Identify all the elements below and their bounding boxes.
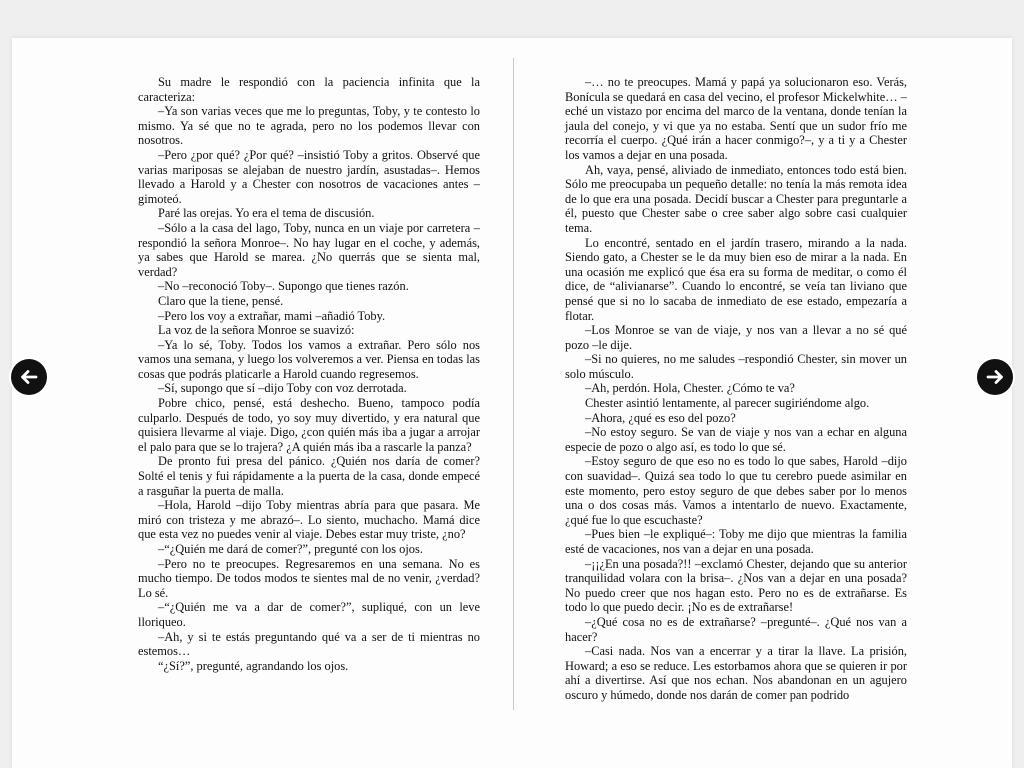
next-page-button[interactable]: [977, 359, 1013, 395]
paragraph: –“¿Quién me va a dar de comer?”, supliqué, con un leve lloriqueo.: [138, 600, 480, 629]
paragraph: –Ah, perdón. Hola, Chester. ¿Cómo te va?: [585, 381, 795, 396]
paragraph: –Si no quieres, no me saludes –respondió Chester, sin mover un solo músculo.: [565, 352, 907, 381]
paragraph: Claro que la tiene, pensé.: [158, 293, 284, 308]
paragraph: –Pero ¿por qué? ¿Por qué? –insistió Toby a gritos. Observé que varias mariposas se alejaban de nuestro jardín, asustadas–. Hemos llevado a Harold y a Chester con nosotros de vacaciones antes –gimoteó.: [138, 147, 480, 206]
paragraph: –Casi nada. Nos van a encerrar y a tirar la llave. La prisión, Howard; a eso se reduce. Les estorbamos ahora que se quieren ir por ahí a divertirse. Así que nos echan. Nos abandonan en un agujero oscuro y húmedo, donde nos darán de comer pan podrido: [565, 644, 907, 702]
paragraph: –Pues bien –le expliqué–: Toby me dijo que mientras la familia esté de vacaciones, nos van a dejar en una posada.: [565, 527, 907, 556]
paragraph: –No –reconoció Toby–. Supongo que tienes razón.: [158, 279, 409, 294]
paragraph: Chester asintió lentamente, al parecer sugiriéndome algo.: [585, 396, 870, 411]
paragraph: Su madre le respondió con la paciencia infinita que la caracteriza:: [138, 75, 480, 104]
paragraph: Paré las orejas. Yo era el tema de discusión.: [158, 206, 375, 221]
paragraph: De pronto fui presa del pánico. ¿Quién nos daría de comer? Solté el tenis y fui rápidamente a la puerta de la casa, donde empecé a rasguñar la puerta de malla.: [138, 454, 480, 498]
paragraph: –No estoy seguro. Se van de viaje y nos van a echar en alguna especie de pozo o algo así, es todo lo que sé.: [565, 425, 907, 454]
paragraph: –“¿Quién me dará de comer?”, pregunté con los ojos.: [158, 542, 423, 556]
paragraph: –Estoy seguro de que eso no es todo lo que sabes, Harold –dijo con suavidad–. Quizá sea todo lo que tu cerebro puede asimilar en este momento, pero estoy seguro de que debes saber por lo menos una o dos cosas más. Vamos a intentarlo de nuevo. Exactamente, ¿qué fue lo que escuchaste?: [565, 454, 907, 527]
paragraph: –Ya lo sé, Toby. Todos los vamos a extrañar. Pero sólo nos vamos una semana, y luego los volveremos a ver. Piensa en todas las cosas que podrás platicarle a Harold cuando regresemos.: [138, 337, 480, 381]
paragraph: –… no te preocupes. Mamá y papá ya solucionaron eso. Verás, Bonícula se quedará en casa del vecino, el profesor Mickelwhite… –eché un vistazo por encima del marco de la ventana, donde tenían la jaula del conejo, y vi que ya no estaba. Sentí que un sudor frío me recorría el cuerpo. ¿Qué irán a hacer conmigo?–, y a ti y a Chester los vamos a dejar en una posada.: [565, 75, 907, 162]
paragraph: –Sí, supongo que sí –dijo Toby con voz derrotada.: [158, 381, 407, 396]
paragraph: –Sólo a la casa del lago, Toby, nunca en un viaje por carretera –respondió la señora Monroe–. No hay lugar en el coche, y además, ya sabes que Harold se marea. ¿No querrás que se sienta mal, verdad?: [138, 220, 480, 279]
paragraph: –Hola, Harold –dijo Toby mientras abría para que pasara. Me miró con tristeza y me abrazó–. Lo siento, muchacho. Mamá dice que esta vez no puedes venir al viaje. Debes estar muy triste, ¿no?: [138, 498, 480, 542]
paragraph: –Ah, y si te estás preguntando qué va a ser de ti mientras no estemos…: [138, 629, 480, 659]
arrow-left-icon: [19, 367, 39, 387]
left-page-text: [138, 75, 480, 673]
right-page-text: [565, 75, 907, 703]
paragraph: Ah, vaya, pensé, aliviado de inmediato, entonces todo está bien. Sólo me preocupaba un pequeño detalle: no tenía la más remota idea de lo que era una posada. Decidí buscar a Chester para preguntarle a él, puesto que Chester sabe o cree saber algo sobre casi cualquier tema.: [565, 162, 907, 235]
paragraph: –¿Qué cosa no es de extrañarse? –pregunté–. ¿Qué nos van a hacer?: [565, 614, 907, 644]
paragraph: –Ya son varias veces que me lo preguntas, Toby, y te contesto lo mismo. Ya sé que no te agrada, pero no los podemos llevar con nosotros.: [138, 104, 480, 148]
paragraph: –Pero no te preocupes. Regresaremos en una semana. No es mucho tiempo. De todos modos te sientes mal de no venir, ¿verdad? Lo sé.: [138, 556, 480, 600]
paragraph: –¡¡¿En una posada?!! –exclamó Chester, dejando que su anterior tranquilidad volara con la brisa–. ¿Nos van a dejar en una posada? No puedo creer que nos hagan esto. Pero no es de extrañarse. Es todo lo que puedo decir. ¡No es de extrañarse!: [565, 556, 907, 615]
paragraph: “¿Sí?”, pregunté, agrandando los ojos.: [158, 658, 349, 673]
page-gutter-divider: [513, 58, 514, 710]
paragraph: La voz de la señora Monroe se suavizó:: [158, 323, 355, 338]
arrow-right-icon: [985, 367, 1005, 387]
paragraph: Pobre chico, pensé, está deshecho. Bueno, tampoco podía culparlo. Después de todo, yo soy muy divertido, y era natural que quisiera llevarme al viaje. Digo, ¿con quién más iba a jugar a arrojar el palo para que se lo trajera? ¿A quién más iba a rascarle la panza?: [138, 396, 480, 454]
paragraph: –Ahora, ¿qué es eso del pozo?: [585, 410, 736, 425]
paragraph: Lo encontré, sentado en el jardín trasero, mirando a la nada. Siendo gato, a Chester se le da muy bien eso de mirar a la nada. En una ocasión me explicó que ésa era su forma de meditar, o como él dice, de “alivianarse”. Cuando lo encontré, se veía tan liviano que pensé que si no lo sacaba de inmediato de ese estado, empezaría a flotar.: [565, 235, 907, 323]
paragraph: –Pero los voy a extrañar, mami –añadió Toby.: [158, 308, 386, 323]
previous-page-button[interactable]: [11, 359, 47, 395]
paragraph: –Los Monroe se van de viaje, y nos van a llevar a no sé qué pozo –le dije.: [565, 323, 907, 352]
